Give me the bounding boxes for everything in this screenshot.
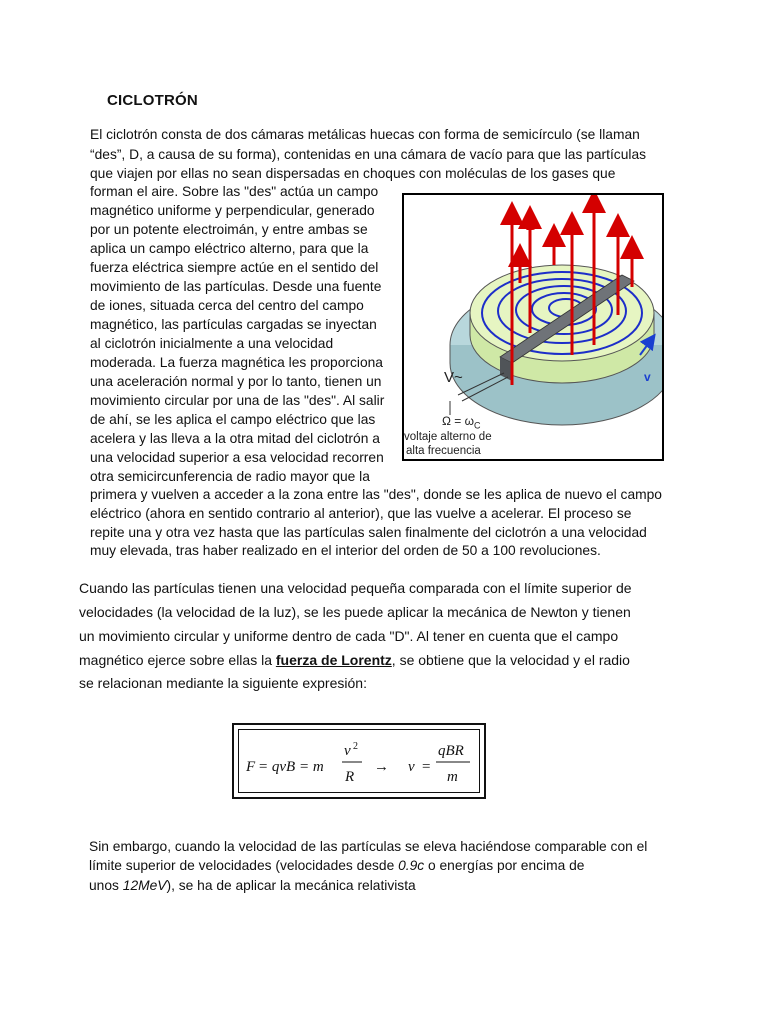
wrap-line: fuerza eléctrica siempre actúe en el sentido del bbox=[90, 260, 379, 275]
figure-note-1: voltaje alterno de bbox=[404, 431, 492, 443]
formula-render bbox=[234, 725, 484, 797]
wrap-line: moderada. La fuerza magnética les proporciona bbox=[90, 355, 383, 370]
para3-line: Sin embargo, cuando la velocidad de las partículas se eleva haciéndose comparable con el bbox=[89, 839, 648, 854]
formula-den1: R bbox=[345, 769, 355, 785]
lorentz-link[interactable]: fuerza de Lorentz bbox=[275, 652, 392, 668]
formula-den2: m bbox=[447, 769, 458, 785]
tail-line: muy elevada, tras haber realizado en el interior del orden de 50 a 100 revoluciones. bbox=[90, 543, 601, 558]
wrap-line: otra semicircunferencia de radio mayor que la bbox=[90, 469, 370, 484]
wrap-line: acelera y las lleva a la otra mitad del ciclotrón a bbox=[90, 431, 380, 446]
omega-label: $\Omega = \omega_C$ bbox=[442, 414, 481, 431]
formula-box bbox=[232, 723, 486, 799]
wrap-line: una aceleración normal y por lo tanto, tienen un bbox=[90, 374, 382, 389]
cyclotron-figure bbox=[402, 193, 664, 461]
wrap-line: de ahí, se les aplica el campo eléctrico que las bbox=[90, 412, 376, 427]
velocity-label: v bbox=[644, 370, 651, 384]
formula-num2: qBR bbox=[438, 743, 464, 759]
wrap-line: de iones, situada cerca del centro del campo bbox=[90, 298, 364, 313]
tail-line: repite una y otra vez hasta que las partículas salen finalmente del ciclotrón a una velocidad bbox=[90, 525, 647, 540]
formula-v: v bbox=[408, 759, 415, 775]
wrap-line: movimiento circular por una de las "des". Al salir bbox=[90, 393, 385, 408]
b-field-label: B bbox=[526, 217, 537, 234]
para3-line: límite superior de velocidades (velocidades desde 0.9c o energías por encima de bbox=[89, 858, 585, 873]
formula-num1: v bbox=[344, 743, 351, 759]
wrap-line: forman el aire. Sobre las "des" actúa un campo bbox=[90, 184, 379, 199]
figure-note-2: alta frecuencia bbox=[406, 445, 481, 457]
formula-eq1: = qvB = m bbox=[258, 759, 324, 775]
formula-arrow: → bbox=[374, 759, 389, 775]
formula-F: F bbox=[246, 759, 256, 775]
para3-line: unos 12MeV), se ha de aplicar la mecánica relativista bbox=[89, 878, 416, 893]
formula-sup: 2 bbox=[353, 741, 358, 752]
wrap-line: aplica un campo eléctrico alterno, para que la bbox=[90, 241, 369, 256]
para2-line: Cuando las partículas tienen una velocidad pequeña comparada con el límite superior de bbox=[79, 580, 632, 596]
wrap-line: magnético, las partículas cargadas se inyectan bbox=[90, 317, 377, 332]
wrap-line: al ciclotrón inicialmente a una velocidad bbox=[90, 336, 334, 351]
intro-line: que viajen por ellas no sean dispersadas en choques con moléculas de los gases que bbox=[90, 166, 616, 181]
wrap-line: movimiento de las partículas. Desde una fuente bbox=[90, 279, 382, 294]
wrap-line: magnético uniforme y perpendicular, generado bbox=[90, 203, 375, 218]
formula-eq2: = bbox=[422, 759, 431, 775]
intro-line: El ciclotrón consta de dos cámaras metálicas huecas con forma de semicírculo (se llaman bbox=[90, 127, 640, 142]
tail-line: primera y vuelven a acceder a la zona entre las "des", donde se les aplica de nuevo el campo bbox=[90, 487, 662, 502]
wrap-line: una velocidad superior a esa velocidad recorren bbox=[90, 450, 384, 465]
intro-line: “des”, D, a causa de su forma), contenidas en una cámara de vacío para que las partículas bbox=[90, 147, 647, 162]
para2-line: se relacionan mediante la siguiente expresión: bbox=[79, 675, 367, 691]
tail-line: eléctrico (ahora en sentido contrario al anterior), que las vuelve a acelerar. El proceso se bbox=[90, 506, 632, 521]
para2-line: un movimiento circular y uniforme dentro de cada "D". Al tener en cuenta que el campo bbox=[79, 628, 619, 644]
voltage-label: V~ bbox=[444, 369, 463, 386]
para2-line: magnético ejerce sobre ellas la fuerza de Lorentz, se obtiene que la velocidad y el radio bbox=[79, 652, 630, 668]
page-title: CICLOTRÓN bbox=[107, 92, 198, 109]
para2-line: velocidades (la velocidad de la luz), se les puede aplicar la mecánica de Newton y tienen bbox=[79, 604, 631, 620]
wrap-line: por un potente electroimán, y entre ambas se bbox=[90, 222, 368, 237]
